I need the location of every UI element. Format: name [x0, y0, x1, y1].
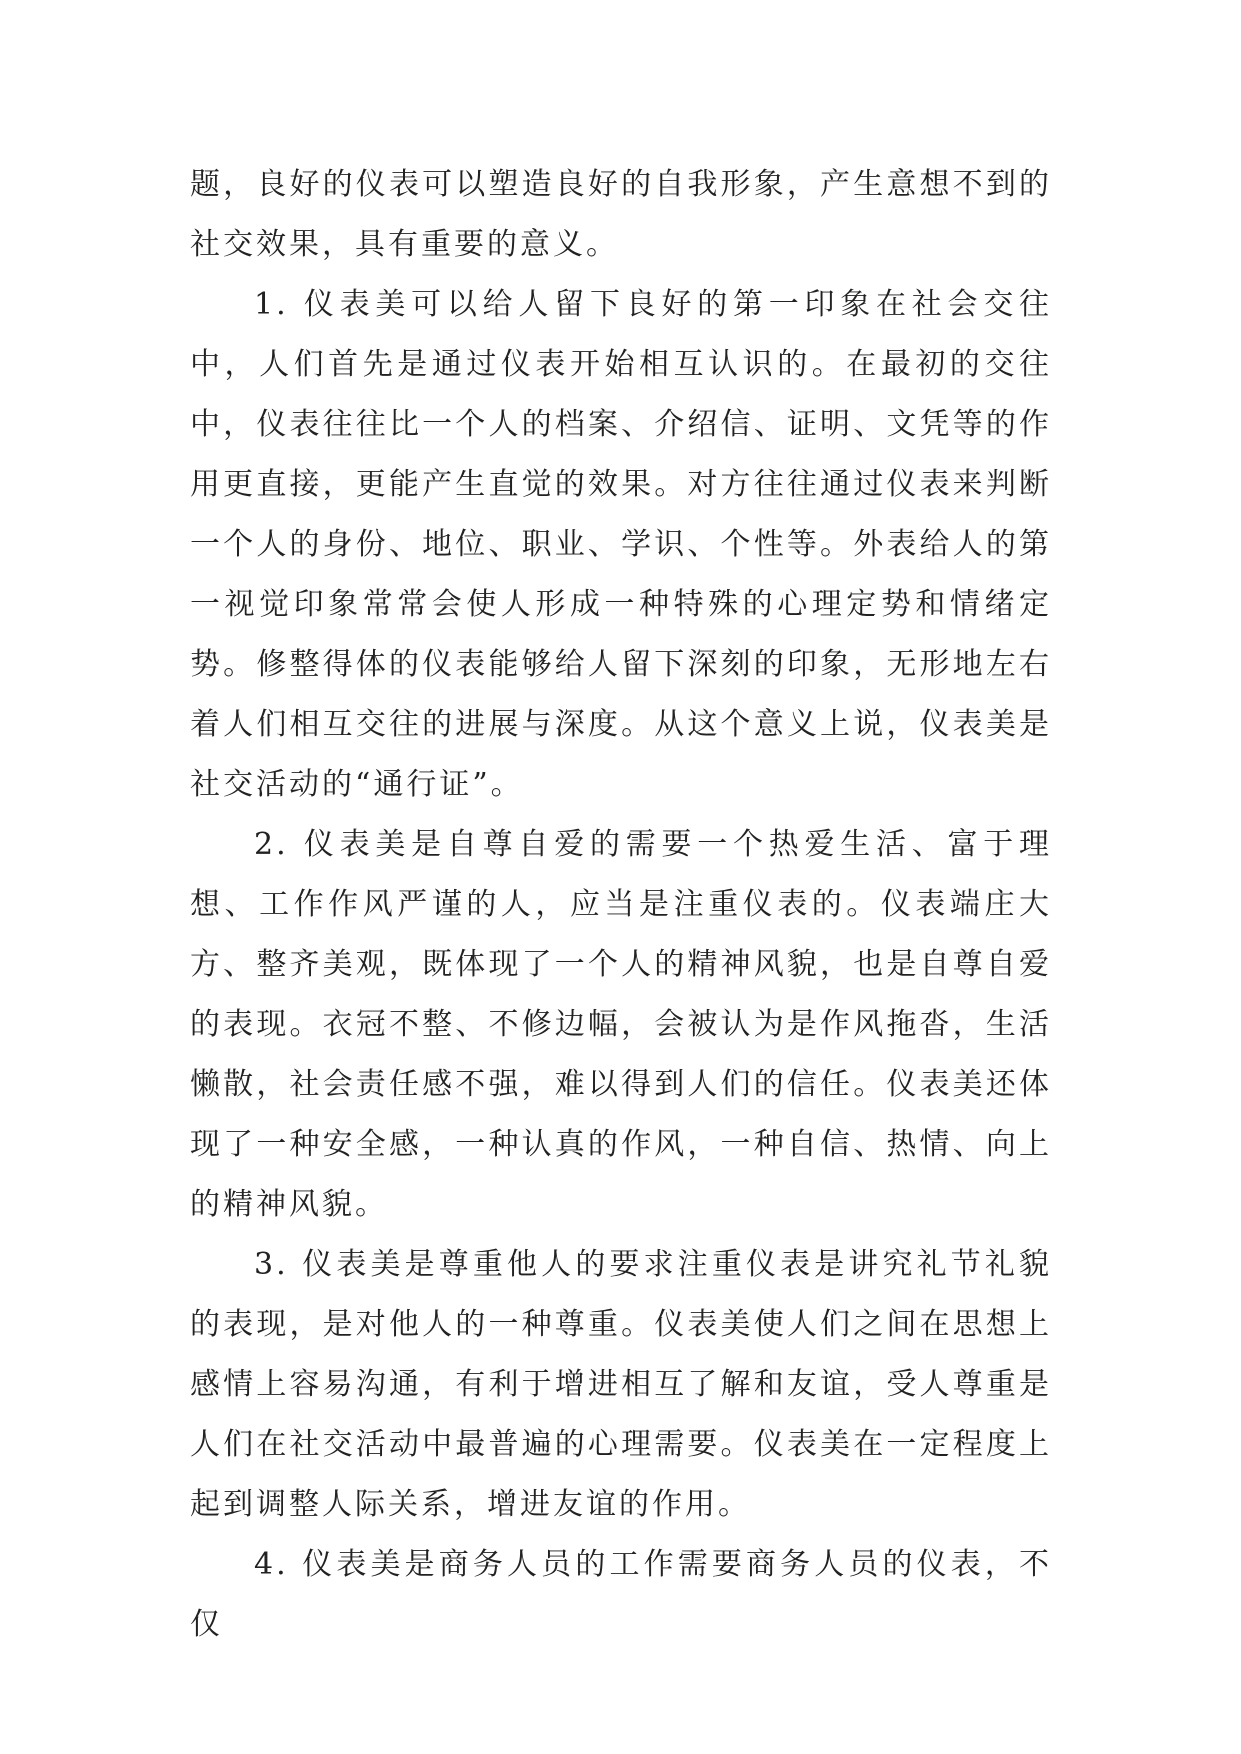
paragraph-point-3: 3. 仪表美是尊重他人的要求注重仪表是讲究礼节礼貌的表现，是对他人的一种尊重。仪表美使人们之间在思想上感情上容易沟通，有利于增进相互了解和友谊，受人尊重是人们在社交活动中最普遍的心理需要。仪表美在一定程度上起到调整人际关系，增进友谊的作用。: [190, 1247, 1052, 1522]
paragraph-point-1: 1. 仪表美可以给人留下良好的第一印象在社会交往中，人们首先是通过仪表开始相互认识的。在最初的交往中，仪表往往比一个人的档案、介绍信、证明、文凭等的作用更直接，更能产生直觉的效果。对方往往通过仪表来判断一个人的身份、地位、职业、学识、个性等。外表给人的第一视觉印象常常会使人形成一种特殊的心理定势和情绪定势。修整得体的仪表能够给人留下深刻的印象，无形地左右着人们相互交往的进展与深度。从这个意义上说，仪表美是社交活动的“通行证”。: [190, 287, 1052, 802]
paragraph-point-2: 2. 仪表美是自尊自爱的需要一个热爱生活、富于理想、工作作风严谨的人，应当是注重仪表的。仪表端庄大方、整齐美观，既体现了一个人的精神风貌，也是自尊自爱的表现。衣冠不整、不修边幅，会被认为是作风拖沓，生活懒散，社会责任感不强，难以得到人们的信任。仪表美还体现了一种安全感，一种认真的作风，一种自信、热情、向上的精神风貌。: [190, 827, 1052, 1222]
paragraph-point-4: 4. 仪表美是商务人员的工作需要商务人员的仪表，不仅: [190, 1547, 1052, 1642]
paragraph-continuation: 题，良好的仪表可以塑造良好的自我形象，产生意想不到的社交效果，具有重要的意义。: [190, 167, 1052, 262]
document-body: [190, 155, 1052, 1655]
